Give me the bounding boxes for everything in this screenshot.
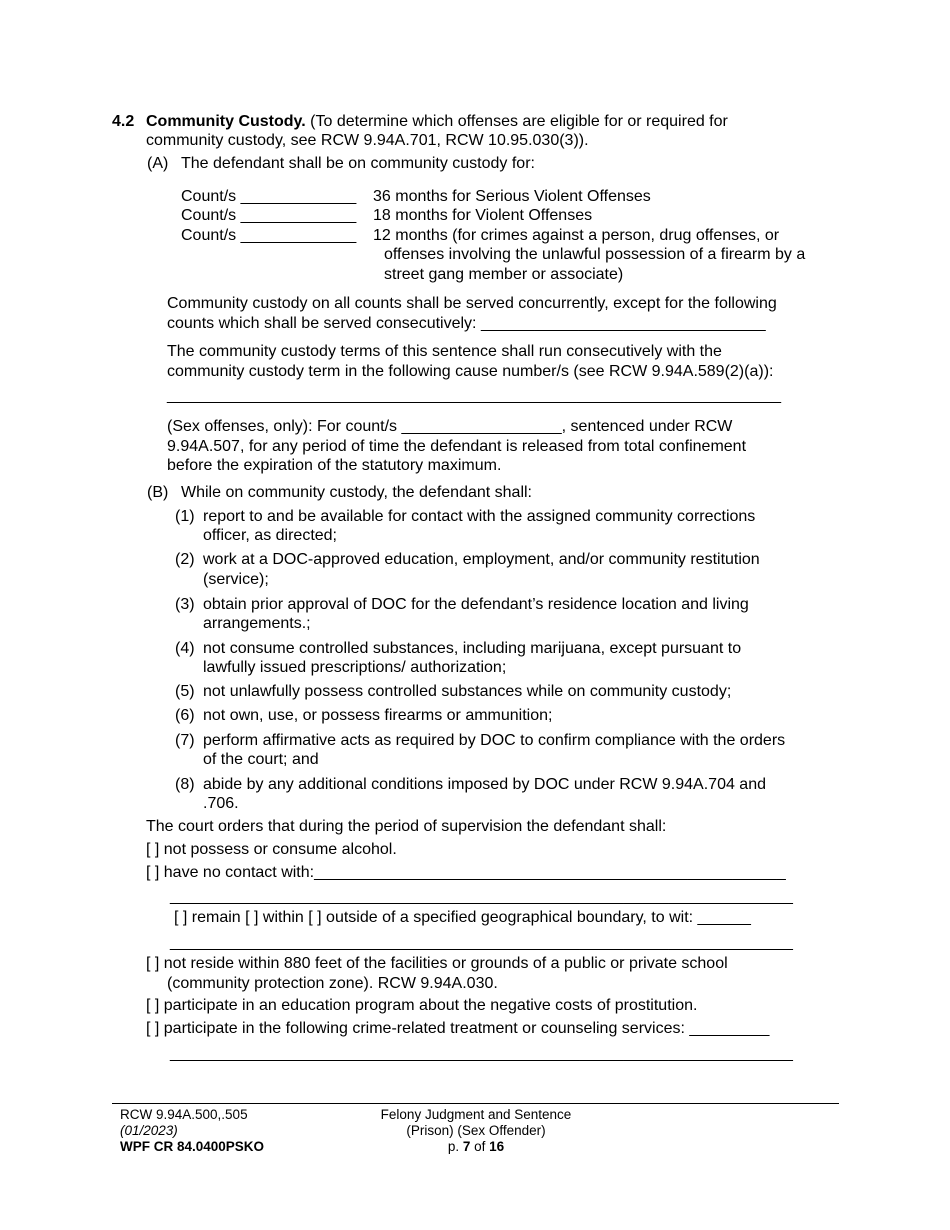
footer-form-number: WPF CR 84.0400PSKO bbox=[120, 1139, 265, 1154]
count-text-2: 18 months for Violent Offenses bbox=[373, 207, 593, 224]
item-num-5: (5) bbox=[175, 683, 195, 700]
item-num-1: (1) bbox=[175, 508, 195, 525]
school-checkbox[interactable]: [ ] not reside within 880 feet of the facilities or grounds of a public or private school bbox=[146, 955, 728, 972]
item-line-7a: perform affirmative acts as required by DOC to confirm compliance with the orders bbox=[203, 732, 786, 749]
footer-page-total: 16 bbox=[489, 1139, 505, 1154]
treatment-blank[interactable]: ______________________________________________________________________ bbox=[170, 1045, 793, 1062]
count-text-3-cont2: street gang member or associate) bbox=[384, 266, 624, 283]
concurrent-line-1: Community custody on all counts shall be served concurrently, except for the following bbox=[167, 295, 777, 312]
footer-date: (01/2023) bbox=[120, 1123, 178, 1138]
court-orders-intro: The court orders that during the period of supervision the defendant shall: bbox=[146, 818, 667, 835]
item-line-1b: officer, as directed; bbox=[203, 527, 337, 544]
sex-offense-line-3: before the expiration of the statutory maximum. bbox=[167, 457, 502, 474]
no-contact-blank[interactable]: ______________________________________________________________________ bbox=[170, 888, 793, 905]
item-line-4b: lawfully issued prescriptions/ authorization; bbox=[203, 659, 507, 676]
footer-page-of: of bbox=[474, 1139, 486, 1154]
item-num-4: (4) bbox=[175, 640, 195, 657]
alcohol-checkbox[interactable]: [ ] not possess or consume alcohol. bbox=[146, 841, 397, 858]
count-label-3: Count/s _____________ bbox=[181, 227, 357, 244]
section-heading bbox=[146, 112, 728, 132]
part-a-label: (A) bbox=[147, 155, 169, 172]
section-number: 4.2 bbox=[112, 113, 135, 130]
item-line-1a: report to and be available for contact with the assigned community corrections bbox=[203, 508, 756, 525]
item-line-3b: arrangements.; bbox=[203, 615, 311, 632]
consecutive-line-2: community custody term in the following cause number/s (see RCW 9.94A.589(2)(a)): bbox=[167, 363, 774, 380]
treatment-checkbox[interactable]: [ ] participate in the following crime-related treatment or counseling services: _________ bbox=[146, 1020, 770, 1037]
count-text-3: 12 months (for crimes against a person, drug offenses, or bbox=[373, 227, 780, 244]
count-text-3-cont1: offenses involving the unlawful possession of a firearm by a bbox=[384, 246, 806, 263]
section-title: Community Custody. bbox=[146, 113, 306, 130]
count-label-1: Count/s _____________ bbox=[181, 188, 357, 205]
footer-title-2: (Prison) (Sex Offender) bbox=[406, 1123, 546, 1138]
item-line-2a: work at a DOC-approved education, employment, and/or community restitution bbox=[203, 551, 760, 568]
sex-offense-line-1: (Sex offenses, only): For count/s __________________, sentenced under RCW bbox=[167, 418, 733, 435]
consecutive-blank: _____________________________________________________________________ bbox=[167, 387, 781, 404]
item-num-3: (3) bbox=[175, 596, 195, 613]
section-intro-2: community custody, see RCW 9.94A.701, RCW 10.95.030(3)). bbox=[146, 132, 589, 149]
footer-page bbox=[356, 1139, 596, 1156]
part-b-text: While on community custody, the defendant shall: bbox=[181, 484, 532, 501]
item-line-4a: not consume controlled substances, including marijuana, except pursuant to bbox=[203, 640, 742, 657]
item-line-8a: abide by any additional conditions imposed by DOC under RCW 9.94A.704 and bbox=[203, 776, 766, 793]
footer-rcw: RCW 9.94A.500,.505 bbox=[120, 1107, 248, 1122]
item-line-8b: .706. bbox=[203, 795, 239, 812]
footer-title-1: Felony Judgment and Sentence bbox=[380, 1107, 572, 1122]
item-num-2: (2) bbox=[175, 551, 195, 568]
prostitution-checkbox[interactable]: [ ] participate in an education program about the negative costs of prostitution. bbox=[146, 997, 698, 1014]
concurrent-line-2: counts which shall be served consecutively: ________________________________ bbox=[167, 315, 766, 332]
part-a-text: The defendant shall be on community custody for: bbox=[181, 155, 535, 172]
no-contact-checkbox[interactable]: [ ] have no contact with:_____________________________________________________ bbox=[146, 864, 786, 881]
part-b-label: (B) bbox=[147, 484, 169, 501]
item-num-7: (7) bbox=[175, 732, 195, 749]
count-label-2: Count/s _____________ bbox=[181, 207, 357, 224]
item-line-3a: obtain prior approval of DOC for the defendant’s residence location and living bbox=[203, 596, 749, 613]
footer-divider bbox=[112, 1103, 839, 1104]
item-line-6a: not own, use, or possess firearms or ammunition; bbox=[203, 707, 553, 724]
boundary-checkboxes[interactable]: [ ] remain [ ] within [ ] outside of a specified geographical boundary, to wit: ______ bbox=[174, 909, 751, 926]
item-num-8: (8) bbox=[175, 776, 195, 793]
consecutive-line-1: The community custody terms of this sentence shall run consecutively with the bbox=[167, 343, 722, 360]
item-num-6: (6) bbox=[175, 707, 195, 724]
footer-page-number: 7 bbox=[462, 1139, 471, 1154]
item-line-2b: (service); bbox=[203, 571, 269, 588]
count-text-1: 36 months for Serious Violent Offenses bbox=[373, 188, 651, 205]
boundary-blank[interactable]: ______________________________________________________________________ bbox=[170, 934, 793, 951]
item-line-5a: not unlawfully possess controlled substances while on community custody; bbox=[203, 683, 732, 700]
sex-offense-line-2: 9.94A.507, for any period of time the defendant is released from total confinement bbox=[167, 438, 747, 455]
footer-page-prefix: p. bbox=[447, 1139, 460, 1154]
school-line-2: (community protection zone). RCW 9.94A.030. bbox=[167, 975, 498, 992]
section-intro-1: (To determine which offenses are eligible for or required for bbox=[310, 113, 728, 130]
item-line-7b: of the court; and bbox=[203, 751, 319, 768]
